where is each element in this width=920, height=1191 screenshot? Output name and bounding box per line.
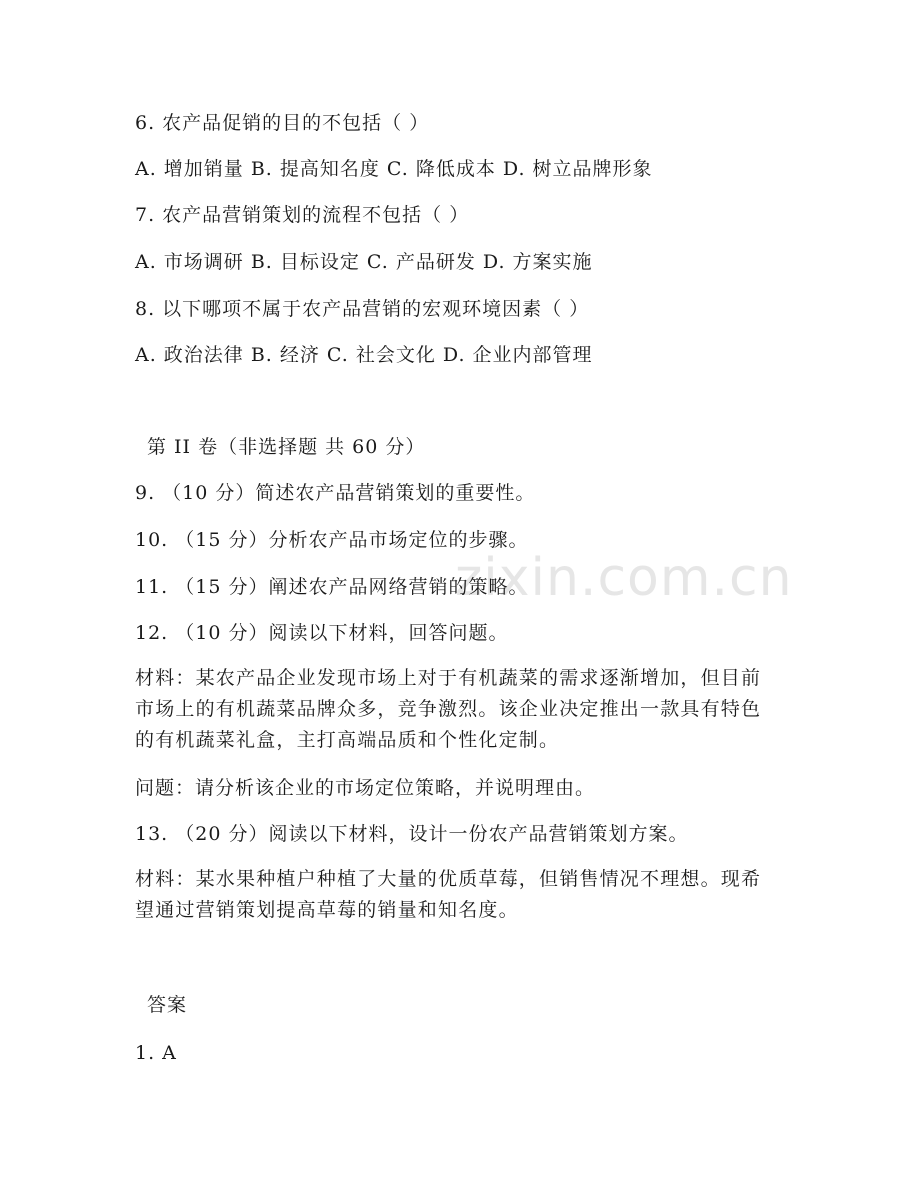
question-8-options: A. 政治法律 B. 经济 C. 社会文化 D. 企业内部管理 <box>135 344 593 366</box>
answer-section-title: 答案 <box>147 994 188 1016</box>
section-2-title: 第 II 卷（非选择题 共 60 分） <box>147 436 426 458</box>
question-13: 13. （20 分）阅读以下材料，设计一份农产品营销策划方案。 <box>135 823 689 845</box>
question-7-stem: 7. 农产品营销策划的流程不包括（ ） <box>135 204 470 226</box>
question-6-stem: 6. 农产品促销的目的不包括（ ） <box>135 112 430 134</box>
question-11: 11. （15 分）阐述农产品网络营销的策略。 <box>135 576 529 598</box>
question-9: 9. （10 分）简述农产品营销策划的重要性。 <box>135 482 536 504</box>
question-12: 12. （10 分）阅读以下材料，回答问题。 <box>135 622 509 644</box>
answer-item-1: 1. A <box>135 1042 177 1064</box>
watermark: zixin.com.cn <box>455 548 793 608</box>
question-12-material: 材料：某农产品企业发现市场上对于有机蔬菜的需求逐渐增加，但目前市场上的有机蔬菜品牌众多，竞争激烈。该企业决定推出一款具有特色的有机蔬菜礼盒，主打高端品质和个性化定制。 <box>135 667 762 751</box>
question-12-question: 问题：请分析该企业的市场定位策略，并说明理由。 <box>135 777 596 799</box>
question-7-options: A. 市场调研 B. 目标设定 C. 产品研发 D. 方案实施 <box>135 251 593 273</box>
question-13-material: 材料：某水果种植户种植了大量的优质草莓，但销售情况不理想。现希望通过营销策划提高草莓的销量和知名度。 <box>135 868 762 921</box>
question-8-stem: 8. 以下哪项不属于农产品营销的宏观环境因素（ ） <box>135 298 590 320</box>
question-6-options: A. 增加销量 B. 提高知名度 C. 降低成本 D. 树立品牌形象 <box>135 158 653 180</box>
question-10: 10. （15 分）分析农产品市场定位的步骤。 <box>135 529 529 551</box>
